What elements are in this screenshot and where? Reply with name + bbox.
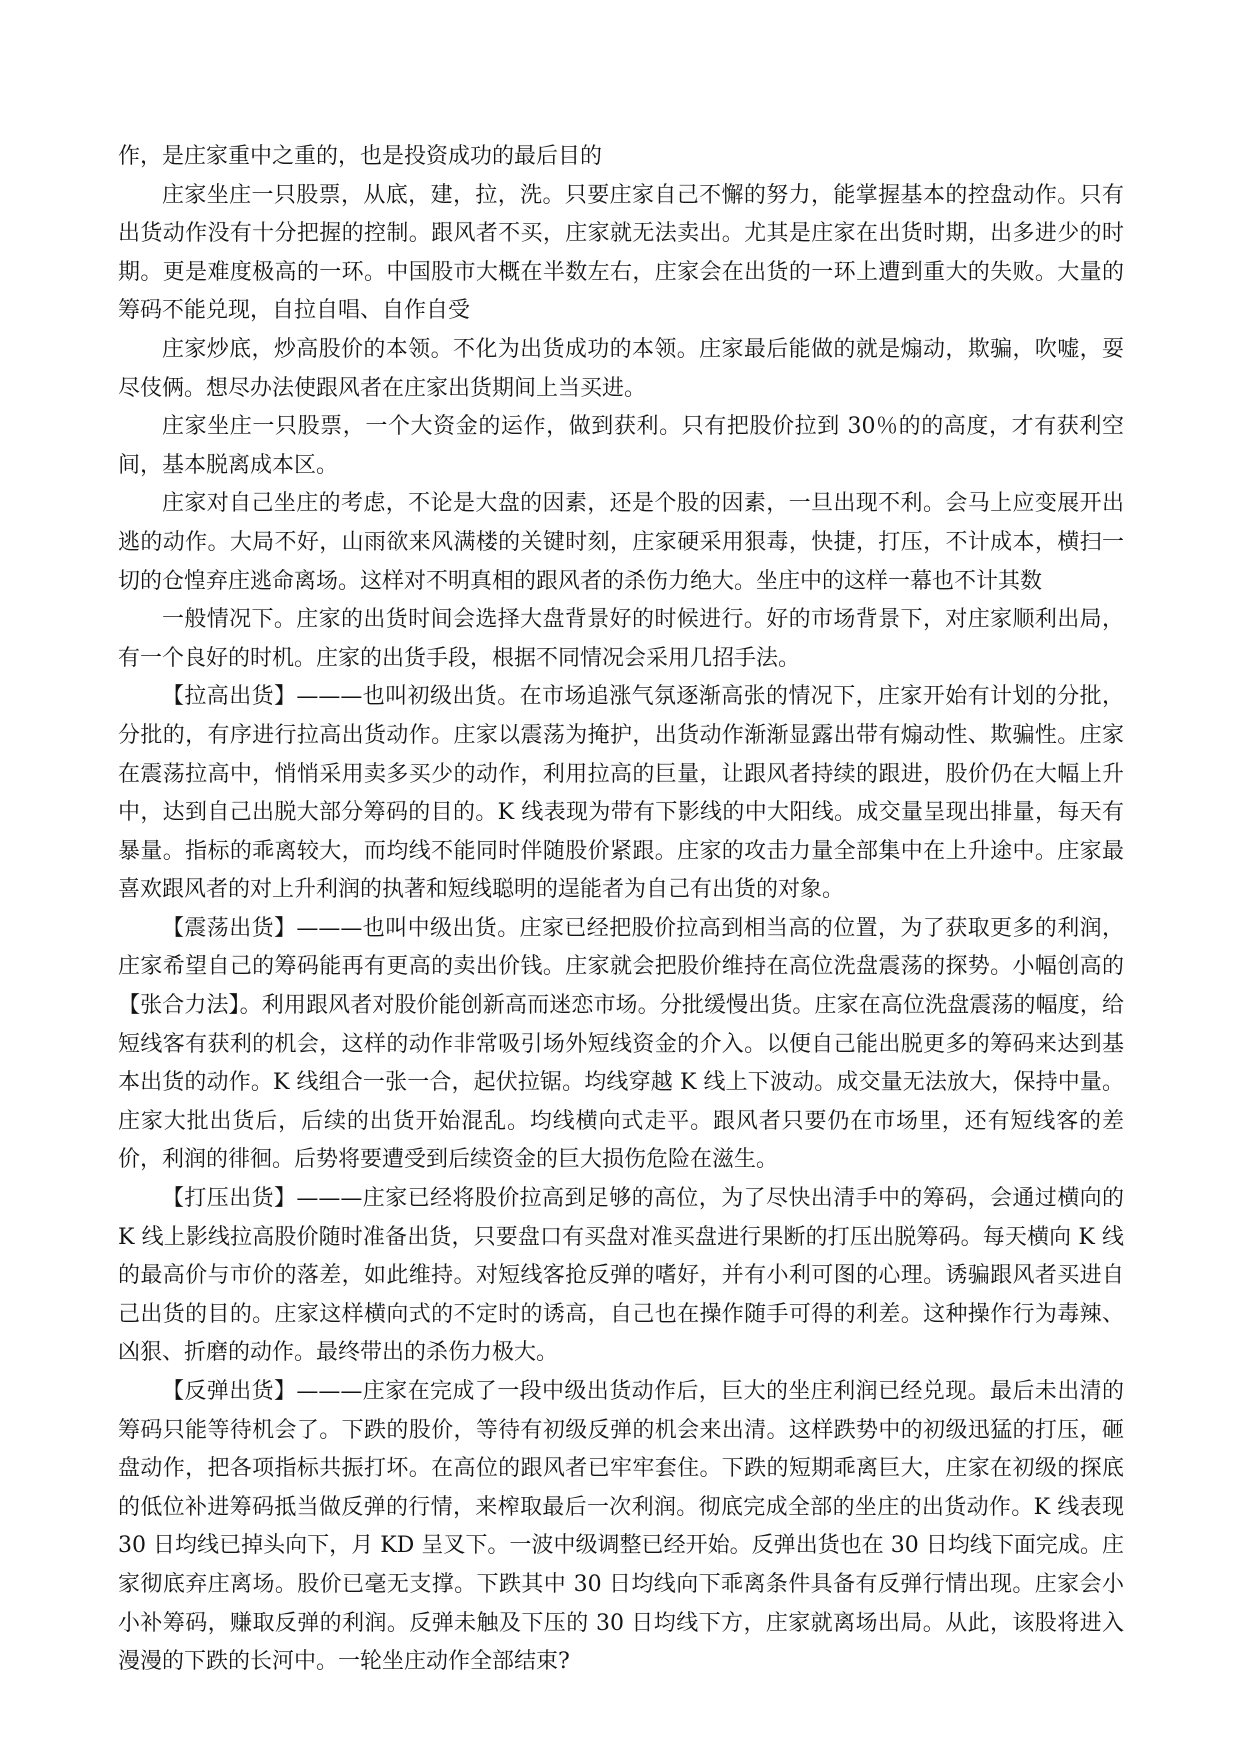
paragraph-suppression-distribution: 【打压出货】———庄家已经将股价拉高到足够的高位，为了尽快出清手中的筹码，会通过横向的 K 线上影线拉高股价随时准备出货，只要盘口有买盘对准买盘进行果断的打压出脱筹码。每天横向 K 线的最高价与市价的落差，如此维持。对短线客抢反弹的嗜好，并有小利可图的心理。诱骗跟风者买进自己出货的目的。庄家这样横向式的不定时的诱高，自己也在操作随手可得的利差。这种操作行为毒辣、凶狠、折磨的动作。最终带出的杀伤力极大。 xyxy=(118,1186,1124,1366)
paragraph: 庄家炒底，炒高股价的本领。不化为出货成功的本领。庄家最后能做的就是煽动，欺骗，吹嘘，耍尽伎俩。想尽办法使跟风者在庄家出货期间上当买进。 xyxy=(118,336,1124,401)
paragraph: 作，是庄家重中之重的，也是投资成功的最后目的 xyxy=(118,144,603,169)
document-body xyxy=(118,138,1124,1682)
paragraph: 庄家对自己坐庄的考虑，不论是大盘的因素，还是个股的因素，一旦出现不利。会马上应变展开出逃的动作。大局不好，山雨欲来风满楼的关键时刻，庄家硬采用狠毒，快捷，打压，不计成本，横扫一切的仓惶弃庄逃命离场。这样对不明真相的跟风者的杀伤力绝大。坐庄中的这样一幕也不计其数 xyxy=(118,491,1124,594)
paragraph: 一般情况下。庄家的出货时间会选择大盘背景好的时候进行。好的市场背景下，对庄家顺利出局，有一个良好的时机。庄家的出货手段，根据不同情况会采用几招手法。 xyxy=(118,607,1124,671)
paragraph: 庄家坐庄一只股票，一个大资金的运作，做到获利。只有把股价拉到 30％的的高度，才有获利空间，基本脱离成本区。 xyxy=(118,414,1124,478)
paragraph-pull-up-distribution: 【拉高出货】———也叫初级出货。在市场追涨气氛逐渐高张的情况下，庄家开始有计划的分批，分批的，有序进行拉高出货动作。庄家以震荡为掩护，出货动作渐渐显露出带有煽动性、欺骗性。庄家在震荡拉高中，悄悄采用卖多买少的动作，利用拉高的巨量，让跟风者持续的跟进，股价仍在大幅上升中，达到自己出脱大部分筹码的目的。K 线表现为带有下影线的中大阳线。成交量呈现出排量，每天有暴量。指标的乖离较大，而均线不能同时伴随股价紧跟。庄家的攻击力量全部集中在上升途中。庄家最喜欢跟风者的对上升利润的执著和短线聪明的逞能者为自己有出货的对象。 xyxy=(118,684,1124,903)
paragraph: 庄家坐庄一只股票，从底，建，拉，洗。只要庄家自己不懈的努力，能掌握基本的控盘动作。只有出货动作没有十分把握的控制。跟风者不买，庄家就无法卖出。尤其是庄家在出货时期，出多进少的时期。更是难度极高的一环。中国股市大概在半数左右，庄家会在出货的一环上遭到重大的失败。大量的筹码不能兑现，自拉自唱、自作自受 xyxy=(118,182,1124,324)
paragraph-oscillation-distribution: 【震荡出货】———也叫中级出货。庄家已经把股价拉高到相当高的位置，为了获取更多的利润，庄家希望自己的筹码能再有更高的卖出价钱。庄家就会把股价维持在高位洗盘震荡的探势。小幅创高的【张合力法】。利用跟风者对股价能创新高而迷恋市场。分批缓慢出货。庄家在高位洗盘震荡的幅度，给短线客有获利的机会，这样的动作非常吸引场外短线资金的介入。以便自己能出脱更多的筹码来达到基本出货的动作。K 线组合一张一合，起伏拉锯。均线穿越 K 线上下波动。成交量无法放大，保持中量。庄家大批出货后，后续的出货开始混乱。均线横向式走平。跟风者只要仍在市场里，还有短线客的差价，利润的徘徊。后势将要遭受到后续资金的巨大损伤危险在滋生。 xyxy=(118,915,1124,1173)
paragraph-rebound-distribution: 【反弹出货】———庄家在完成了一段中级出货动作后，巨大的坐庄利润已经兑现。最后未出清的筹码只能等待机会了。下跌的股价，等待有初级反弹的机会来出清。这样跌势中的初级迅猛的打压，砸盘动作，把各项指标共振打坏。在高位的跟风者已牢牢套住。下跌的短期乖离巨大，庄家在初级的探底的低位补进筹码抵当做反弹的行情，来榨取最后一次利润。彻底完成全部的坐庄的出货动作。K 线表现 30 日均线已掉头向下，月 KD 呈叉下。一波中级调整已经开始。反弹出货也在 30 日均线下面完成。庄家彻底弃庄离场。股价已毫无支撑。下跌其中 30 日均线向下乖离条件具备有反弹行情出现。庄家会小小补筹码，赚取反弹的利润。反弹未触及下压的 30 日均线下方，庄家就离场出局。从此，该股将进入漫漫的下跌的长河中。一轮坐庄动作全部结束? xyxy=(118,1379,1124,1675)
